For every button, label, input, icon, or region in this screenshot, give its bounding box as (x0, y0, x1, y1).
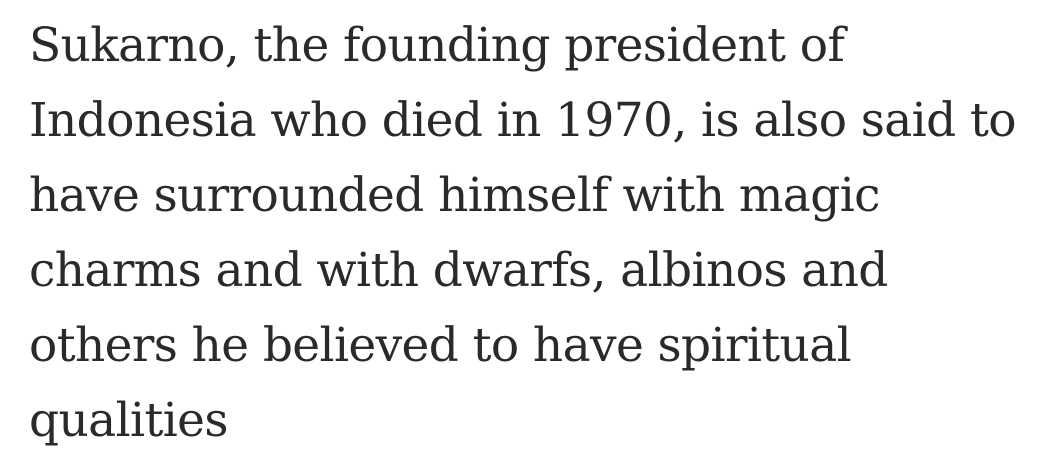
paragraph-line-4: charms and with dwarfs, albinos and (29, 243, 888, 298)
paragraph-line-5: others he believed to have spiritual (29, 318, 852, 373)
article-paragraph (29, 8, 1039, 458)
paragraph-line-2: Indonesia who died in 1970, is also said to (29, 93, 1016, 148)
paragraph-line-6: qualities (29, 393, 228, 448)
paragraph-line-3: have surrounded himself with magic (29, 168, 880, 223)
paragraph-line-1: Sukarno, the founding president of (29, 18, 845, 73)
